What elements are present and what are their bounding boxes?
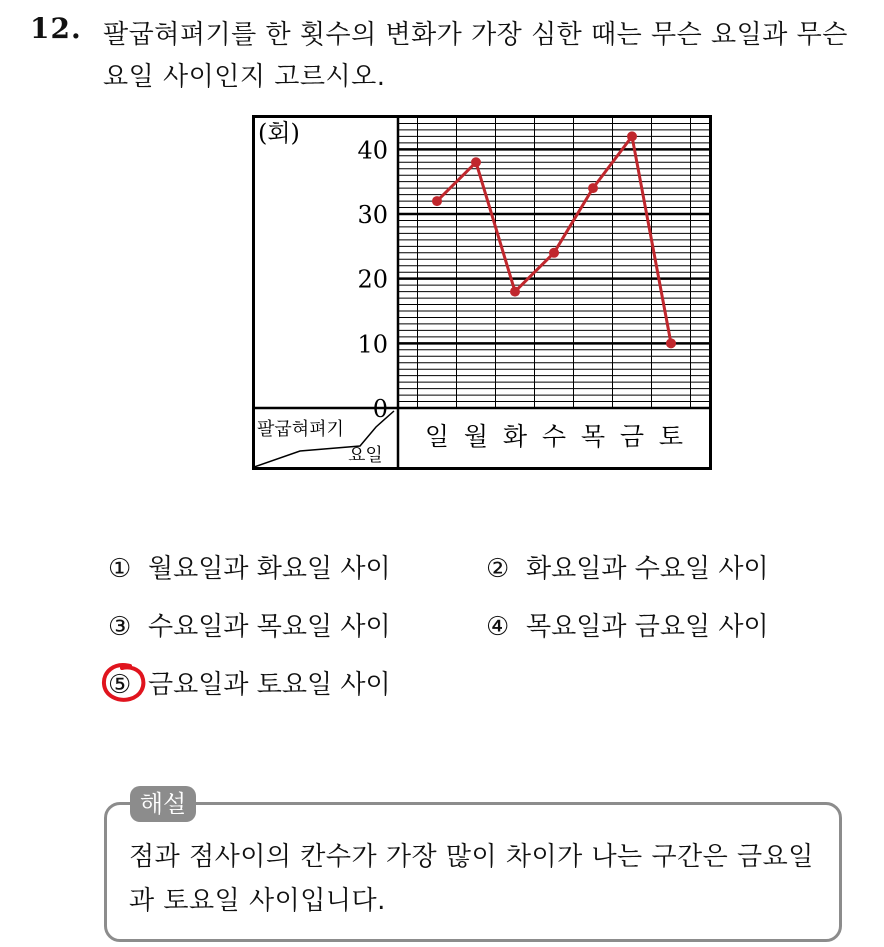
option-1-number: ①: [108, 554, 132, 584]
option-4[interactable]: [486, 606, 769, 643]
y-tick-label: 0: [372, 395, 388, 423]
data-point: [588, 183, 598, 193]
option-1-text: 월요일과 화요일 사이: [148, 554, 391, 584]
question-text: 팔굽혀펴기를 한 횟수의 변화가 가장 심한 때는 무슨 요일과 무슨 요일 사이인지 고르시오.: [103, 20, 848, 92]
option-2[interactable]: [486, 548, 769, 585]
answer-circle-mark: [100, 660, 148, 704]
x-tick-label: 수: [541, 422, 567, 451]
corner-bottom-label: 요일: [348, 445, 383, 466]
corner-top-label: 팔굽혀펴기: [257, 419, 344, 440]
option-3[interactable]: [108, 606, 391, 643]
option-5[interactable]: [108, 664, 391, 701]
explanation-box: [104, 802, 842, 942]
data-point: [549, 248, 559, 258]
x-tick-label: 일: [424, 422, 450, 451]
data-point: [666, 338, 676, 348]
data-point: [432, 196, 442, 206]
data-point: [627, 131, 637, 141]
option-4-number: ④: [486, 612, 510, 642]
chart-frame: [254, 117, 711, 469]
option-3-number: ③: [108, 612, 132, 642]
option-2-number: ②: [486, 554, 510, 584]
x-tick-label: 월: [463, 422, 489, 451]
option-1[interactable]: [108, 548, 391, 585]
x-tick-label: 목: [580, 422, 606, 451]
x-tick-label: 토: [658, 422, 684, 451]
x-tick-label: 화: [502, 422, 528, 451]
y-tick-label: 20: [357, 265, 388, 294]
y-unit-label: (회): [258, 119, 300, 147]
explanation-tag: 해설: [130, 786, 196, 822]
option-5-text: 금요일과 토요일 사이: [148, 670, 391, 700]
line-chart: [252, 115, 712, 470]
x-tick-label: 금: [619, 422, 645, 451]
y-tick-label: 30: [357, 201, 388, 229]
option-5-number: ⑤: [108, 670, 132, 700]
option-3-text: 수요일과 목요일 사이: [148, 612, 391, 642]
data-point: [510, 287, 520, 297]
y-tick-label: 40: [357, 136, 388, 165]
explanation-text: 점과 점사이의 칸수가 가장 많이 차이가 나는 구간은 금요일과 토요일 사이입니다.: [129, 842, 814, 916]
data-point: [471, 157, 481, 167]
option-4-text: 목요일과 금요일 사이: [526, 612, 769, 642]
y-tick-label: 10: [357, 330, 388, 359]
option-2-text: 화요일과 수요일 사이: [526, 554, 769, 584]
question-number: 12.: [30, 12, 82, 45]
